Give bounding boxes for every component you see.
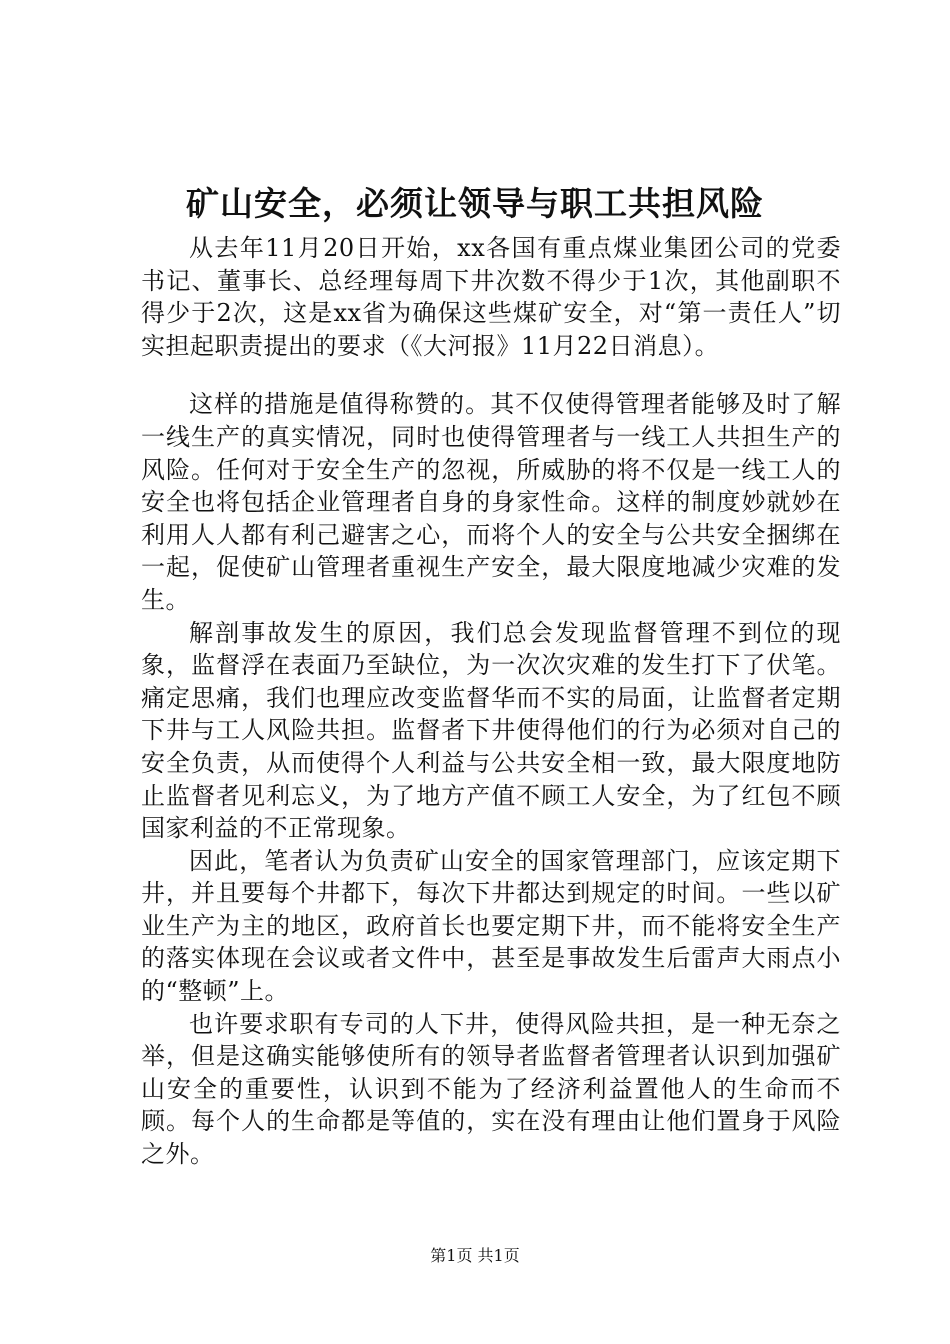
paragraph-4: 因此，笔者认为负责矿山安全的国家管理部门，应该定期下井，并且要每个井都下，每次下井都达到规定的时间。一些以矿业生产为主的地区，政府首长也要定期下井，而不能将安全生产的落实体现在会议或者文件中，甚至是事故发生后雷声大雨点小的“整顿”上。 [141,846,841,1006]
page-footer: 第1页 共1页 [430,1246,520,1265]
paragraph-3: 解剖事故发生的原因，我们总会发现监督管理不到位的现象，监督浮在表面乃至缺位，为一次次灾难的发生打下了伏笔。痛定思痛，我们也理应改变监督华而不实的局面，让监督者定期下井与工人风险共担。监督者下井使得他们的行为必须对自己的安全负责，从而使得个人利益与公共安全相一致，最大限度地防止监督者见利忘义，为了地方产值不顾工人安全，为了红包不顾国家利益的不正常现象。 [141,618,841,843]
paragraph-5: 也许要求职有专司的人下井，使得风险共担，是一种无奈之举，但是这确实能够使所有的领导者监督者管理者认识到加强矿山安全的重要性，认识到不能为了经济利益置他人的生命而不顾。每个人的生命都是等值的，实在没有理由让他们置身于风险之外。 [141,1009,841,1169]
paragraph-2: 这样的措施是值得称赞的。其不仅使得管理者能够及时了解一线生产的真实情况，同时也使得管理者与一线工人共担生产的风险。任何对于安全生产的忽视，所威胁的将不仅是一线工人的安全也将包括企业管理者自身的身家性命。这样的制度妙就妙在利用人人都有利己避害之心，而将个人的安全与公共安全捆绑在一起，促使矿山管理者重视生产安全，最大限度地减少灾难的发生。 [141,390,841,614]
document-title: 矿山安全，必须让领导与职工共担风险 [186,184,764,223]
paragraph-1: 从去年11月20日开始，xx各国有重点煤业集团公司的党委书记、董事长、总经理每周下井次数不得少于1次，其他副职不得少于2次，这是xx省为确保这些煤矿安全，对“第一责任人”切实担起职责提出的要求（《大河报》11月22日消息）。 [141,234,841,360]
document-body [141,232,841,1171]
